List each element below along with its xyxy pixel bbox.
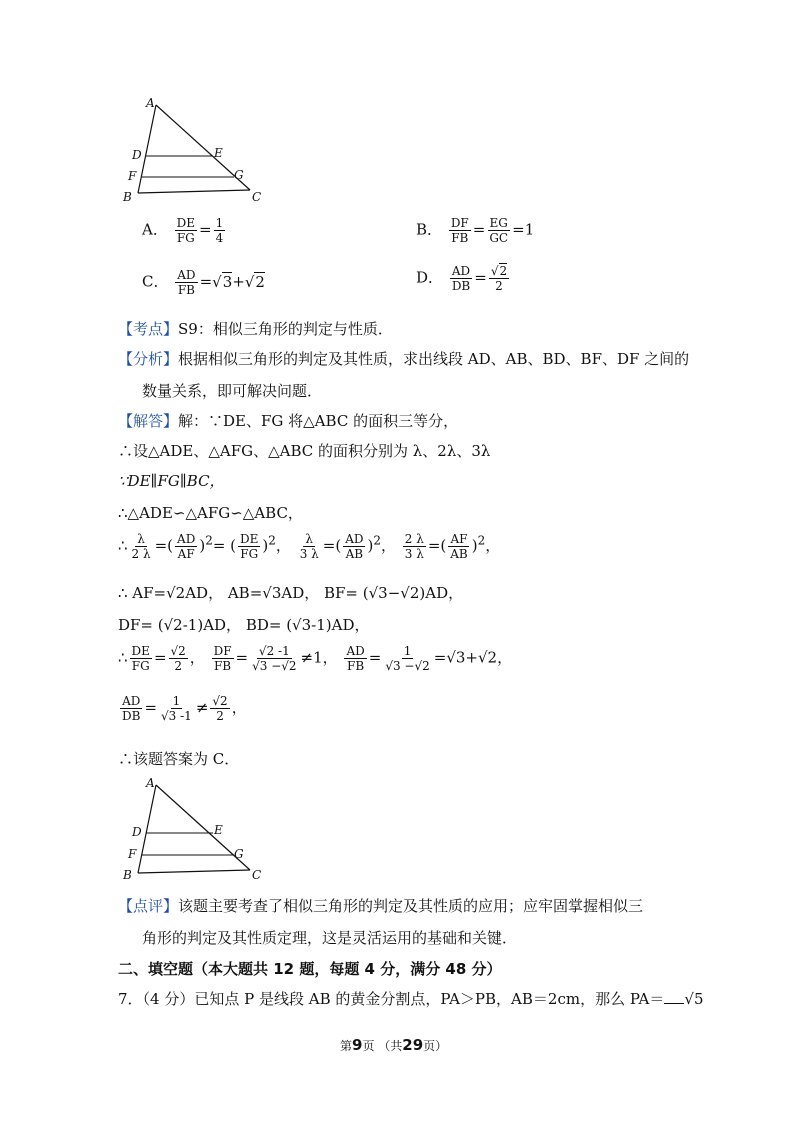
kaodian-tag: 【考点】	[118, 320, 179, 338]
step-9: $\frac{AD}{DB}$ = $\frac{1}{√3 -1}$ ≠ $\frac{√2}{2}$ ，	[122, 694, 247, 723]
label-C: C	[252, 190, 262, 204]
label-D: D	[132, 825, 142, 839]
option-c: C． $\frac{AD}{FB}$ =√ 3+√ 2	[142, 268, 265, 297]
step-4: ∴△ADE∽△AFG∽△ABC，	[118, 504, 303, 522]
page-footer: 第9页 （共29页）	[340, 1036, 448, 1054]
label-G: G	[234, 847, 244, 861]
step-7: DF= (√2-1)AD， BD= (√3-1)AD，	[118, 616, 370, 634]
step-8: ∴ $\frac{DE}{FG}$ = $\frac{√2}{2}$ ， $\frac{DF}{FB}$ = $\frac{√2 -1}{√3 -√2}$ ≠1， $\frac{AD}{FB}$ = $\frac{1}{√3 -√2}$ =√3+√2，	[118, 644, 513, 673]
question-7: 7．（4 分）已知点 P 是线段 AB 的黄金分割点，PA＞PB，AB＝2cm，那么 PA＝ √5	[118, 990, 704, 1008]
label-F: F	[128, 847, 137, 861]
dianping-tag: 【点评】	[118, 897, 179, 915]
label-B: B	[123, 190, 132, 204]
label-A: A	[146, 96, 155, 110]
fenxi-line1: 【分析】根据相似三角形的判定及其性质，求出线段 AD、AB、BD、BF、DF 之间的	[118, 350, 690, 368]
jieda-line1: 【解答】解：∵DE、FG 将△ABC 的面积三等分，	[118, 412, 459, 430]
step-2: ∴设△ADE、△AFG、△ABC 的面积分别为 λ、2λ、3λ	[118, 442, 491, 460]
option-a: A． $\frac{DE}{FG}$ = $\frac{1}{4}$	[142, 216, 224, 245]
label-C: C	[252, 868, 262, 882]
triangle-figure-top	[118, 95, 278, 207]
label-A: A	[146, 776, 155, 790]
total-pages: 29	[402, 1036, 424, 1054]
dianping-line2: 角形的判定及其性质定理，这是灵活运用的基础和关键．	[142, 929, 518, 947]
triangle-figure-bottom	[118, 775, 278, 887]
step-6: ∴ AF=√2AD， AB=√3AD， BF= (√3−√2)AD，	[118, 584, 464, 602]
kaodian-line: 【考点】S9：相似三角形的判定与性质．	[118, 320, 393, 338]
jieda-tag: 【解答】	[118, 412, 179, 430]
dianping-line1: 【点评】该题主要考查了相似三角形的判定及其性质的应用；应牢固掌握相似三	[118, 897, 644, 915]
label-G: G	[234, 168, 244, 182]
fenxi-line2: 数量关系，即可解决问题．	[142, 382, 323, 400]
step-3: ∵DE∥FG∥BC，	[118, 472, 225, 490]
label-B: B	[123, 868, 132, 882]
current-page: 9	[352, 1036, 363, 1054]
label-E: E	[214, 146, 223, 160]
fenxi-tag: 【分析】	[118, 350, 179, 368]
step-10: ∴该题答案为 C．	[118, 750, 240, 768]
label-D: D	[132, 148, 142, 162]
option-d: D． $\frac{AD}{DB}$ = √ $\frac{2}{2}$	[416, 264, 511, 293]
step-5: ∴ $\frac{\lambda}{2 \lambda}$ =( $\frac{AD}{AF}$ )$^2$= ( $\frac{DE}{FG}$ )$^2$， $\frac{\lambda}{3 \lambda}$ =( $\frac{AD}{AB}$ )$^2$， $\frac{2 \lambda}{3 \lambda}$ =( $\frac{AF}{AB}$ )$^2$，	[118, 532, 501, 561]
label-E: E	[214, 823, 223, 837]
q7-answer: √5	[684, 990, 704, 1008]
option-b: B． $\frac{DF}{FB}$ = $\frac{EG}{GC}$ =1	[416, 216, 535, 245]
section-heading: 二、填空题（本大题共 12 题，每题 4 分，满分 48 分）	[118, 960, 502, 978]
label-F: F	[128, 169, 137, 183]
